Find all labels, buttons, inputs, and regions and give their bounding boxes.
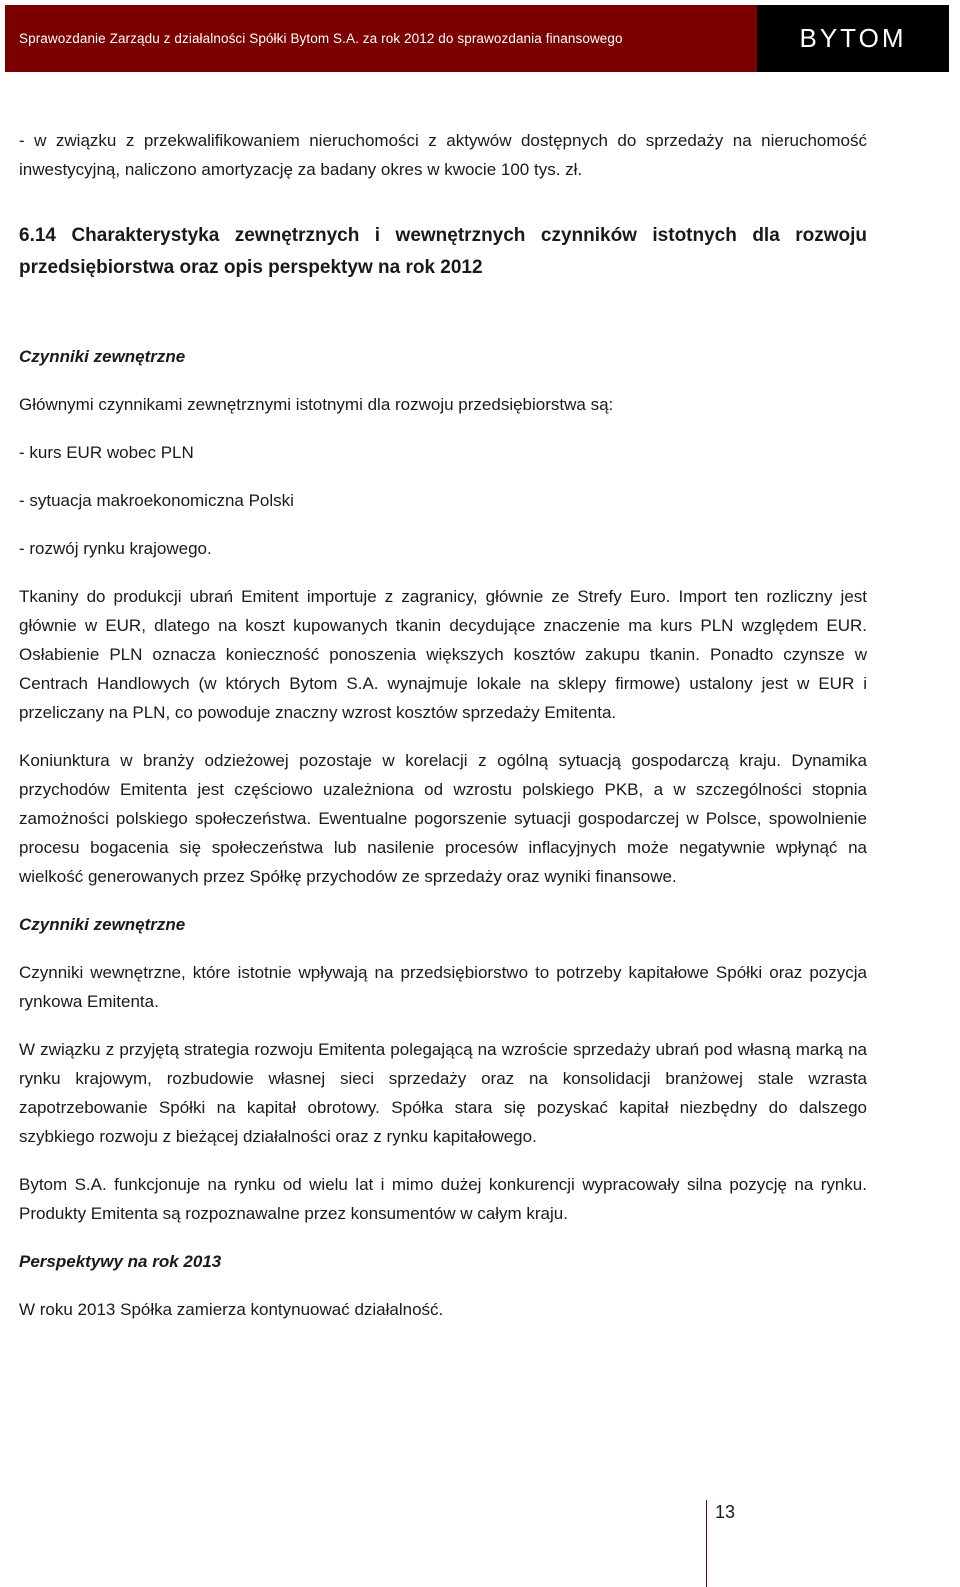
header-title: Sprawozdanie Zarządu z działalności Spółki Bytom S.A. za rok 2012 do sprawozdania finansowego [19,31,623,46]
document-body [19,126,867,1324]
header-title-block [5,5,757,72]
intro-paragraph: - w związku z przekwalifikowaniem nieruchomości z aktywów dostępnych do sprzedaży na nieruchomość inwestycyjną, naliczono amortyzację za badany okres w kwocie 100 tys. zł. [19,131,867,179]
internal-factors-heading: Czynniki zewnętrzne [19,915,186,934]
external-factors-lead: Głównymi czynnikami zewnętrznymi istotnymi dla rozwoju przedsiębiorstwa są: [19,395,614,414]
list-item: - sytuacja makroekonomiczna Polski [19,491,294,510]
internal-factors-paragraph-3: Bytom S.A. funkcjonuje na rynku od wielu lat i mimo dużej konkurencji wypracowały silna pozycję na rynku. Produkty Emitenta są rozpoznawalne przez konsumentów w całym kraju. [19,1175,867,1223]
page-number: 13 [715,1502,736,1522]
external-factors-paragraph-1: Tkaniny do produkcji ubrań Emitent importuje z zagranicy, głównie ze Strefy Euro. Import ten rozliczny jest głównie w EUR, dlatego na koszt kupowanych tkanin decydujące znaczenie ma kurs PLN względem EUR. Osłabienie PLN oznacza konieczność ponoszenia większych kosztów zakupu tkanin. Ponadto czynsze w Centrach Handlowych (w których Bytom S.A. wynajmuje lokale na sklepy firmowe) ustalony jest w EUR i przeliczany na PLN, co powoduje znaczny wzrost kosztów sprzedaży Emitenta. [19,587,867,722]
external-factors-paragraph-2: Koniunktura w branży odzieżowej pozostaje w korelacji z ogólną sytuacją gospodarczą kraju. Dynamika przychodów Emitenta jest częściowo uzależniona od wzrostu polskiego PKB, a w szczególności stopnia zamożności polskiego społeczeństwa. Ewentualne pogorszenie sytuacji gospodarczej w Polsce, spowolnienie procesu bogacenia się społeczeństwa lub nasilenie procesów inflacyjnych może negatywnie wpłynąć na wielkość generowanych przez Spółkę przychodów ze sprzedaży oraz wyniki finansowe. [19,751,867,886]
section-heading: 6.14 Charakterystyka zewnętrznych i wewnętrznych czynników istotnych dla rozwoju przedsiębiorstwa oraz opis perspektyw na rok 2012 [19,225,867,278]
internal-factors-paragraph-1: Czynniki wewnętrzne, które istotnie wpływają na przedsiębiorstwo to potrzeby kapitałowe Spółki oraz pozycja rynkowa Emitenta. [19,963,867,1011]
list-item: - rozwój rynku krajowego. [19,539,212,558]
outlook-paragraph: W roku 2013 Spółka zamierza kontynuować działalność. [19,1300,444,1319]
page-header [5,5,949,72]
page-number-block [706,1500,735,1587]
list-item: - kurs EUR wobec PLN [19,443,194,462]
outlook-heading: Perspektywy na rok 2013 [19,1252,222,1271]
header-logo-block [757,5,949,72]
external-factors-heading: Czynniki zewnętrzne [19,347,186,366]
bytom-logo: BYTOM [799,23,907,53]
internal-factors-paragraph-2: W związku z przyjętą strategia rozwoju Emitenta polegającą na wzroście sprzedaży ubrań pod własną marką na rynku krajowym, rozbudowie własnej sieci sprzedaży oraz na konsolidacji branżowej stale wzrasta zapotrzebowanie Spółki na kapitał obrotowy. Spółka stara się pozyskać kapitał niezbędny do dalszego szybkiego rozwoju z bieżącej działalności oraz z rynku kapitałowego. [19,1040,867,1146]
